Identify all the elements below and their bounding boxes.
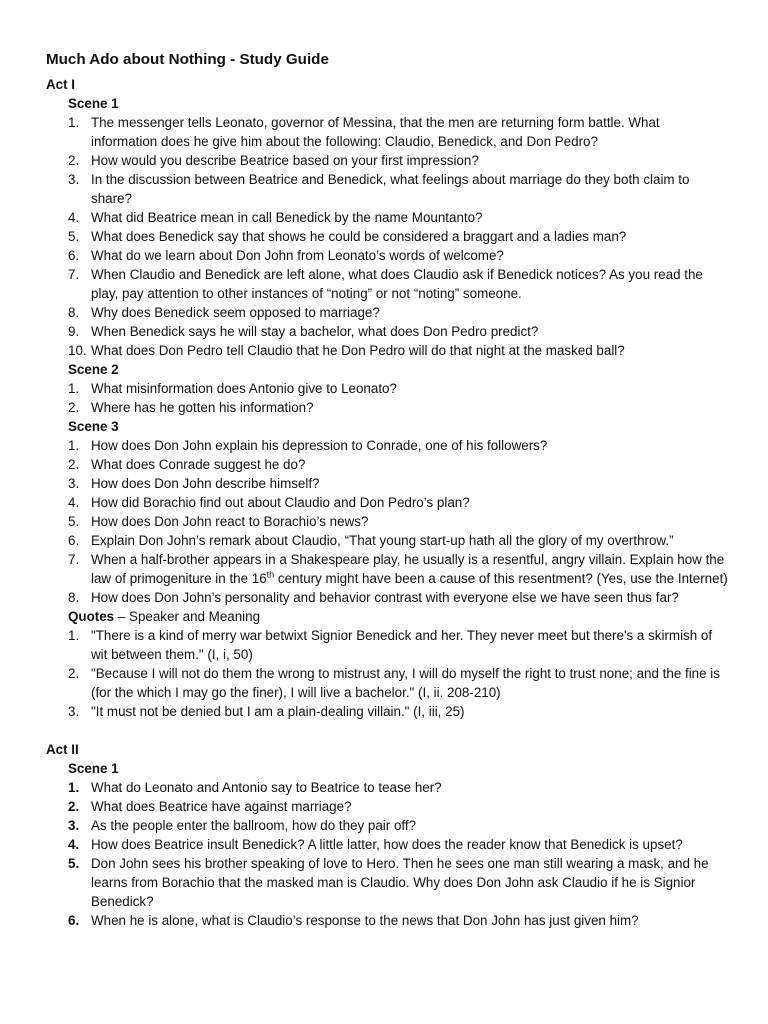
question-item: 10. What does Don Pedro tell Claudio that he Don Pedro will do that night at the masked ball?: [68, 343, 625, 358]
document-title: Much Ado about Nothing - Study Guide: [46, 51, 329, 68]
act-1-scene-2-heading: Scene 2: [68, 362, 119, 377]
question-item: 3. How does Don John describe himself?: [68, 476, 320, 491]
question-item: 5. Don John sees his brother speaking of love to Hero. Then he sees one man still wearing a mask, and he learns from Borachio that the masked man is Claudio. Why does Don John ask Claudio if he is Signior Benedick?: [68, 856, 709, 909]
question-item: 1. What do Leonato and Antonio say to Beatrice to tease her?: [68, 780, 442, 795]
question-item: 6. Explain Don John’s remark about Claudio, “That young start-up hath all the glory of my overthrow.”: [68, 533, 674, 548]
quotes-list: [46, 626, 728, 721]
question-item: 4. How did Borachio find out about Claudio and Don Pedro’s plan?: [68, 495, 470, 510]
ordinal-superscript: th: [266, 569, 275, 580]
quote-item: 2. "Because I will not do them the wrong to mistrust any, I will do myself the right to trust none; and the fine is (for the which I may go the finer), I will live a bachelor." (I, ii. 208-210): [68, 666, 720, 700]
question-item: 8. Why does Benedick seem opposed to marriage?: [68, 305, 380, 320]
question-item: 4. How does Beatrice insult Benedick? A little latter, how does the reader know that Benedick is upset?: [68, 837, 683, 852]
question-item: 1. What misinformation does Antonio give to Leonato?: [68, 381, 397, 396]
question-item: 9. When Benedick says he will stay a bachelor, what does Don Pedro predict?: [68, 324, 539, 339]
question-item: 5. What does Benedick say that shows he could be considered a braggart and a ladies man?: [68, 229, 627, 244]
question-item: 6. What do we learn about Don John from Leonato’s words of welcome?: [68, 248, 504, 263]
question-item: 2. Where has he gotten his information?: [68, 400, 314, 415]
question-item: 3. In the discussion between Beatrice and Benedick, what feelings about marriage do they both claim to share?: [68, 172, 690, 206]
question-item: 4. What did Beatrice mean in call Benedick by the name Mountanto?: [68, 210, 483, 225]
act-1-scene-1-questions: [46, 113, 728, 360]
quote-item: 3. "It must not be denied but I am a plain-dealing villain." (I, iii, 25): [68, 704, 465, 719]
act-2-heading: Act II: [46, 742, 79, 757]
act-1-scene-1-heading: Scene 1: [68, 96, 119, 111]
question-item: 2. How would you describe Beatrice based on your first impression?: [68, 153, 479, 168]
question-item: 6. When he is alone, what is Claudio’s response to the news that Don John has just given him?: [68, 913, 639, 928]
question-item: 2. What does Conrade suggest he do?: [68, 457, 306, 472]
act-1-heading: Act I: [46, 77, 76, 92]
quote-item: 1. "There is a kind of merry war betwixt Signior Benedick and her. They never meet but there's a skirmish of wit between them." (I, i, 50): [68, 628, 713, 662]
question-item: 3. As the people enter the ballroom, how do they pair off?: [68, 818, 417, 833]
act-1-scene-2-questions: [46, 379, 728, 417]
question-item: 1. How does Don John explain his depression to Conrade, one of his followers?: [68, 438, 548, 453]
question-text: When a half-brother appears in a Shakespeare play, he usually is a resentful, angry villain. Explain how the law of primogeniture in the 16th century might have been a cause of this resentment? (Yes, use the Internet): [91, 552, 728, 586]
act-1-scene-3-questions: [46, 436, 728, 607]
act-2-scene-1-heading: Scene 1: [68, 761, 119, 776]
act-1-scene-3-heading: Scene 3: [68, 419, 119, 434]
question-item: 1. The messenger tells Leonato, governor of Messina, that the men are returning form battle. What information does he give him about the following: Claudio, Benedick, and Don Pedro?: [68, 115, 660, 149]
question-item: 8. How does Don John’s personality and behavior contrast with everyone else we have seen thus far?: [68, 590, 679, 605]
quotes-heading: Quotes – Speaker and Meaning: [68, 609, 261, 624]
question-item: 7. When Claudio and Benedick are left alone, what does Claudio ask if Benedick notices? As you read the play, pay attention to other instances of “noting” or not “noting” someone.: [68, 267, 703, 301]
question-item: 2. What does Beatrice have against marriage?: [68, 799, 352, 814]
question-item: 5. How does Don John react to Borachio’s news?: [68, 514, 369, 529]
question-item: 7. When a half-brother appears in a Shakespeare play, he usually is a resentful, angry villain. Explain how the law of primogeniture in the 16th century might have been a cause of this resentment? (Yes, use the Internet): [68, 552, 728, 586]
act-2-scene-1-questions: [46, 778, 728, 930]
